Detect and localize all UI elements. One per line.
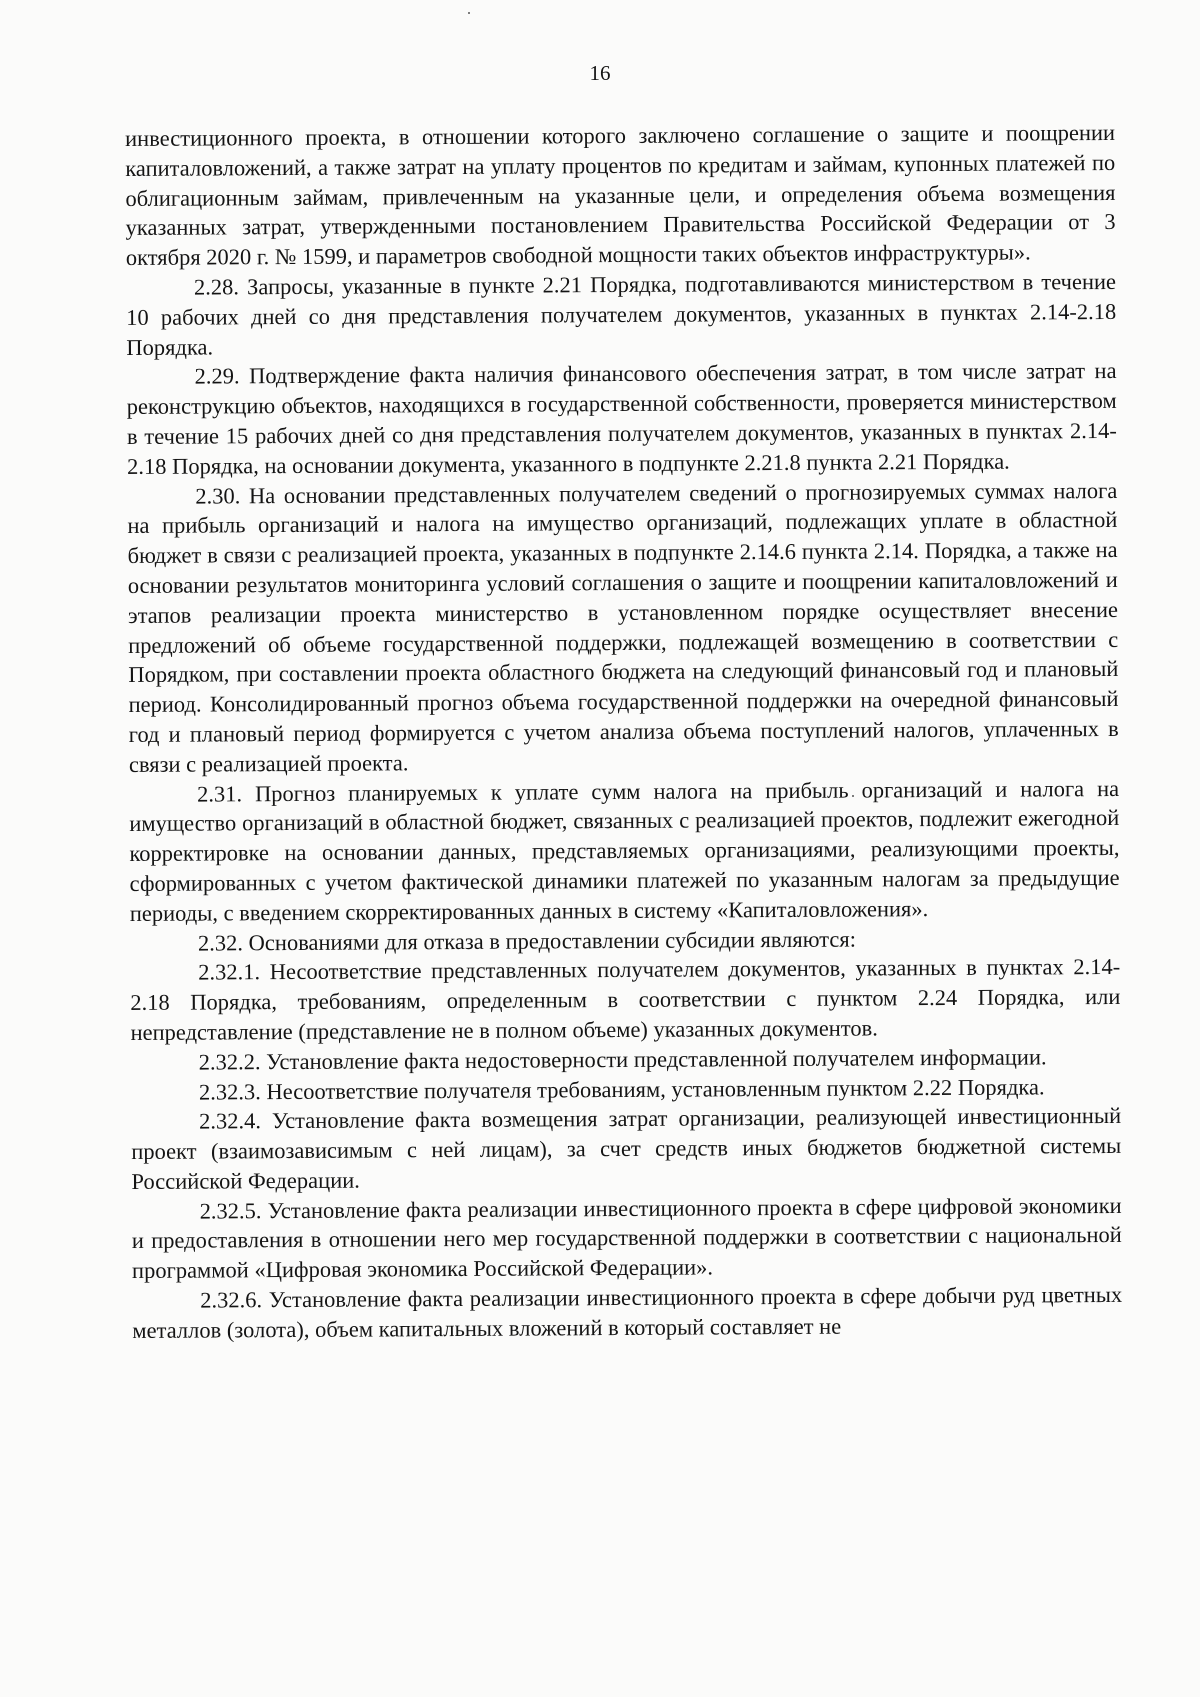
paragraph-2-32-3: 2.32.3. Несоответствие получателя требованиям, установленным пунктом 2.22 Порядка. <box>198 1073 1045 1105</box>
paragraph-continuation: инвестиционного проекта, в отношении которого заключено соглашение о защите и поощрении капиталовложений, а также затрат на уплату процентов по кредитам и займам, купонных платежей по облигационным займам, привлеченным на указанные цели, и определения объема возмещения указанных затрат, утвержденными постановлением Правительства Российской Федерации от 3 октября 2020 г. № 1599, и параметров свободной мощности таких объектов инфраструктуры». <box>125 119 1116 271</box>
page-number: 16 <box>589 61 611 85</box>
paragraph-2-32-5: 2.32.5. Установление факта реализации инвестиционного проекта в сфере цифровой экономики и предоставления в отношении него мер государственной поддержки в соответствии с национальной программой «Цифровая экономика Российской Федерации». <box>131 1192 1122 1284</box>
paragraph-2-32-6: 2.32.6. Установление факта реализации инвестиционного проекта в сфере добычи руд цветных металлов (золота), объем капитальных вложений в который составляет не <box>132 1282 1123 1343</box>
paragraph-2-28: 2.28. Запросы, указанные в пункте 2.21 Порядка, подготавливаются министерством в течение 10 рабочих дней со дня представления получателем документов, указанных в пунктах 2.14-2.18 Порядка. <box>126 268 1117 360</box>
document-body <box>125 118 1122 1346</box>
paragraph-2-32-4: 2.32.4. Установление факта возмещения затрат организации, реализующей инвестиционный проект (взаимозависимым с ней лицам), за счет средств иных бюджетов бюджетной системы Российской Федерации. <box>131 1103 1122 1194</box>
scan-speck <box>468 12 470 14</box>
paragraph-2-32-1: 2.32.1. Несоответствие представленных получателем документов, указанных в пунктах 2.14-2.18 Порядка, требованиям, определенным в соответствии с пунктом 2.24 Порядка, или непредставление (представление не в полном объеме) указанных документов. <box>130 954 1121 1045</box>
paragraph-2-29: 2.29. Подтверждение факта наличия финансового обеспечения затрат, в том числе затрат на реконструкцию объектов, находящихся в государственной собственности, проверяется министерством в течение 15 рабочих дней со дня представления получателем документов, указанных в пунктах 2.14-2.18 Порядка, на основании документа, указанного в подпункте 2.21.8 пункта 2.21 Порядка. <box>126 358 1117 479</box>
paragraph-2-30: 2.30. На основании представленных получателем сведений о прогнозируемых суммах налога на прибыль организаций и налога на имущество организаций, подлежащих уплате в областной бюджет в связи с реализацией проекта, указанных в подпункте 2.14.6 пункта 2.14. Порядка, а также на основании результатов мониторинга условий соглашения о защите и поощрении капиталовложений и этапов реализации проекта министерство в установленном порядке осуществляет внесение предложений об объеме государственной поддержки, подлежащей возмещению в соответствии с Порядком, при составлении проекта областного бюджета на следующий финансовый год и плановый период. Консолидированный прогноз объема государственной поддержки на очередной финансовый год и плановый период формируется с учетом анализа объема поступлений налогов, уплаченных в связи с реализацией проекта. <box>127 477 1119 777</box>
paragraph-2-32-2: 2.32.2. Установление факта недостоверности представленной получателем информации. <box>198 1044 1047 1075</box>
paragraph-2-32: 2.32. Основаниями для отказа в предоставлении субсидии являются: <box>197 926 856 956</box>
paragraph-2-31: 2.31. Прогноз планируемых к уплате сумм налога на прибыль организаций и налога на имущество организаций в областной бюджет, связанных с реализацией проектов, подлежит ежегодной корректировке на основании данных, представляемых организациями, реализующими проекты, сформированных с учетом фактической динамики платежей по указанным налогам за предыдущие периоды, с введением скорректированных данных в систему «Капиталовложения». <box>129 775 1120 926</box>
